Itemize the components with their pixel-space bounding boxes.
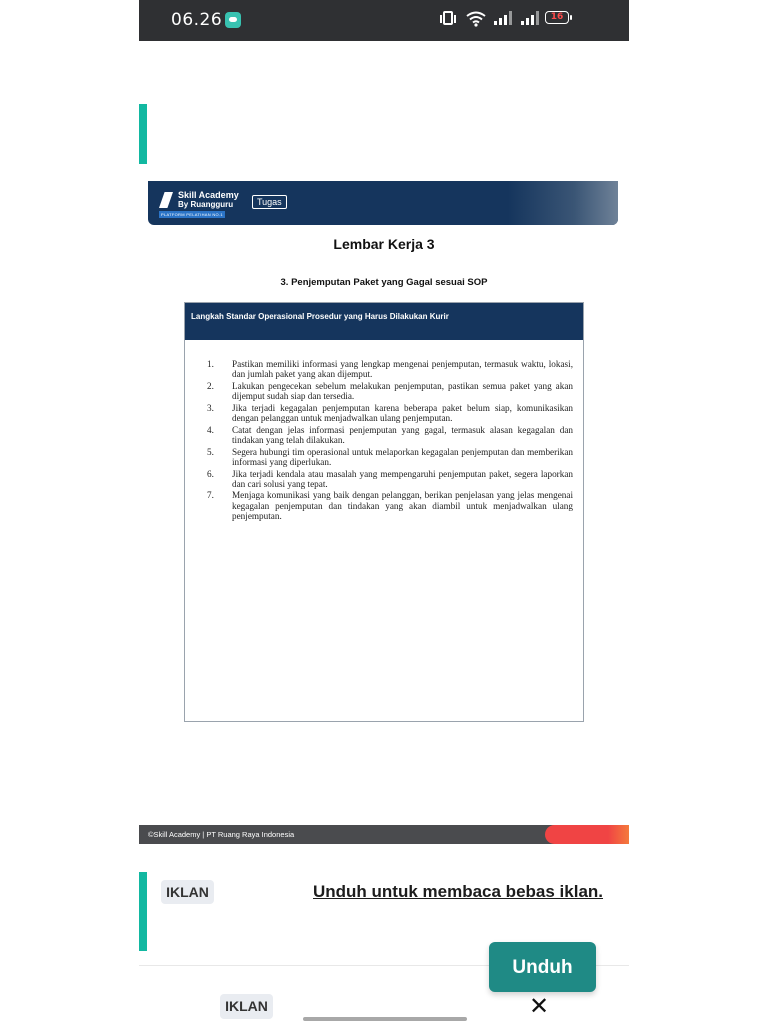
ad-accent-bar bbox=[139, 872, 147, 951]
sop-step: 7. Menjaga komunikasi yang baik dengan pelanggan, berikan penjelasan yang jelas mengenai kegagalan penjemputan dan tindakan yang akan diambil untuk menjadwalkan ulang penjemputan. bbox=[207, 490, 573, 521]
sop-step: 5. Segera hubungi tim operasional untuk melaporkan kegagalan penjemputan dan memberikan informasi yang diperlukan. bbox=[207, 446, 573, 467]
download-ad-free-link[interactable]: Unduh untuk membaca bebas iklan. bbox=[313, 882, 604, 901]
document-footer bbox=[139, 825, 629, 844]
document-header bbox=[148, 181, 618, 225]
document-subtitle: 3. Penjemputan Paket yang Gagal sesuai SOP bbox=[280, 277, 488, 288]
signal-icon bbox=[521, 11, 539, 25]
sop-step: 6. Jika terjadi kendala atau masalah yang mempengaruhi penjemputan paket, segera laporkan dan cari solusi yang tepat. bbox=[207, 468, 573, 489]
footer-decoration bbox=[545, 825, 629, 844]
sop-table bbox=[184, 302, 584, 722]
logo-subtitle: PLATFORM PELATIHAN NO.1 bbox=[161, 212, 223, 217]
vibrate-icon bbox=[443, 11, 453, 25]
status-bar bbox=[139, 0, 629, 41]
home-indicator[interactable] bbox=[303, 1017, 467, 1021]
close-icon[interactable]: ✕ bbox=[528, 992, 550, 1020]
bottom-ad-badge: IKLAN bbox=[220, 994, 273, 1019]
phone-screen bbox=[139, 0, 629, 1024]
ad-badge: IKLAN bbox=[161, 880, 214, 904]
download-button[interactable]: Unduh bbox=[489, 942, 596, 992]
skill-academy-logo: Skill Academy By Ruangguru bbox=[178, 190, 239, 209]
header-decoration bbox=[508, 181, 618, 225]
sop-step: 1. Pastikan memiliki informasi yang lengkap mengenai penjemputan, termasuk waktu, lokasi, dan jumlah paket yang akan dijemput. bbox=[207, 359, 573, 380]
tugas-tag: Tugas bbox=[252, 195, 287, 209]
status-time: 06.26 bbox=[171, 10, 223, 30]
document-title: Lembar Kerja 3 bbox=[333, 236, 435, 252]
sop-step: 4. Catat dengan jelas informasi penjemputan yang gagal, termasuk alasan kegagalan dan tindakan yang telah dilakukan. bbox=[207, 424, 573, 445]
battery-icon: 16 bbox=[545, 11, 569, 24]
wifi-icon bbox=[466, 11, 486, 27]
accent-bar bbox=[139, 104, 147, 164]
sop-step-list bbox=[207, 359, 573, 523]
sop-step: 3. Jika terjadi kegagalan penjemputan karena beberapa paket belum siap, komunikasikan dengan pelanggan untuk menjadwalkan ulang penjemputan. bbox=[207, 402, 573, 424]
signal-icon bbox=[494, 11, 512, 25]
skill-academy-logo-icon bbox=[159, 192, 173, 208]
sop-table-header: Langkah Standar Operasional Prosedur yang Harus Dilakukan Kurir bbox=[185, 303, 583, 340]
chat-notification-icon bbox=[225, 12, 241, 28]
sop-step: 2. Lakukan pengecekan sebelum melakukan penjemputan, pastikan semua paket yang akan dijemput sudah siap dan tersedia. bbox=[207, 380, 573, 402]
footer-copyright: ©Skill Academy | PT Ruang Raya Indonesia bbox=[148, 830, 295, 839]
